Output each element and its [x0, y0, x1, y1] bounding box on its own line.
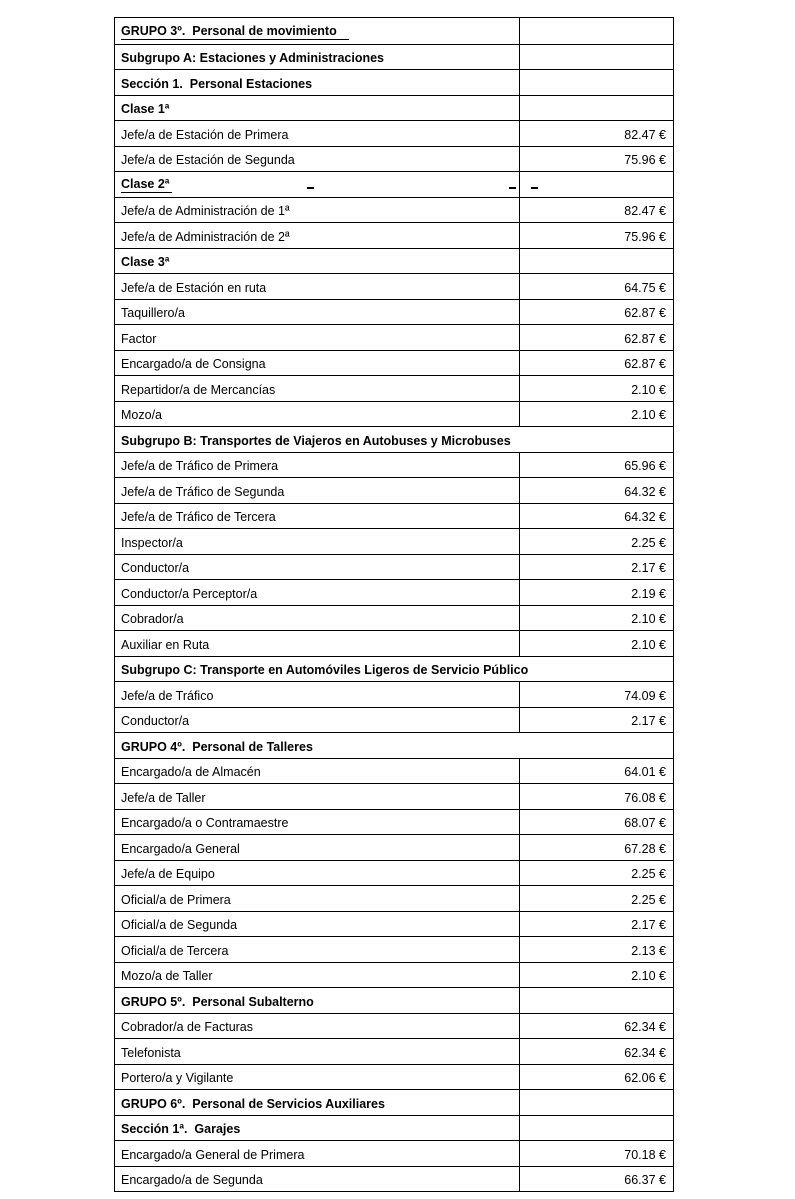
row-label-cell — [115, 1116, 520, 1141]
stray-dash — [531, 187, 538, 189]
row-label-cell — [115, 478, 520, 503]
row-value: 2.19 € — [631, 586, 666, 601]
table-row — [115, 707, 673, 733]
table-row — [115, 554, 673, 580]
table-row — [115, 401, 673, 427]
row-value: 2.17 € — [631, 714, 666, 728]
row-label-cell — [115, 759, 520, 784]
row-label: Jefe/a de Estación de Primera — [121, 127, 289, 142]
table-row — [115, 681, 673, 707]
row-value: 62.87 € — [624, 331, 666, 346]
table-row — [115, 18, 673, 44]
row-value: 2.25 € — [631, 535, 666, 550]
row-value: 70.18 € — [624, 1147, 666, 1162]
row-label-cell — [115, 96, 520, 121]
row-label-cell — [115, 555, 520, 580]
row-value: 65.96 € — [624, 459, 666, 473]
table-row — [115, 630, 673, 656]
row-label-cell — [115, 172, 520, 197]
row-label-cell — [115, 504, 520, 529]
row-value: 62.34 € — [624, 1020, 666, 1034]
row-value: 64.75 € — [624, 280, 666, 295]
row-value: 64.32 € — [624, 484, 666, 499]
row-label: Oficial/a de Tercera — [121, 943, 229, 958]
table-row — [115, 426, 673, 452]
row-value: 2.10 € — [631, 408, 666, 422]
row-label-cell — [115, 325, 520, 350]
row-label: Jefe/a de Administración de 2ª — [121, 229, 290, 244]
row-label: GRUPO 3º. Personal de movimiento — [121, 24, 349, 40]
table-row — [115, 962, 673, 988]
row-label-cell — [115, 937, 520, 962]
row-label: Inspector/a — [121, 535, 183, 550]
row-label-cell — [115, 121, 520, 146]
table-row — [115, 860, 673, 886]
row-label: Sección 1ª. Garajes — [121, 1122, 241, 1136]
row-label: GRUPO 4º. Personal de Talleres — [121, 739, 313, 754]
row-label: Jefe/a de Administración de 1ª — [121, 204, 290, 218]
row-value — [520, 45, 673, 70]
row-label: Jefe/a de Tráfico de Primera — [121, 459, 279, 473]
row-label-cell — [115, 1014, 520, 1039]
row-label: Jefe/a de Tráfico de Segunda — [121, 484, 285, 499]
table-row — [115, 1140, 673, 1166]
table-row — [115, 1038, 673, 1064]
row-value: 2.10 € — [631, 637, 666, 652]
table-row — [115, 528, 673, 554]
row-label-cell — [115, 223, 520, 248]
table-row — [115, 1013, 673, 1039]
row-value: 82.47 € — [624, 127, 666, 142]
row-label-cell — [115, 1065, 520, 1090]
row-label: Jefe/a de Estación de Segunda — [121, 153, 295, 167]
row-label: Clase 3ª — [121, 255, 170, 269]
row-label-cell — [115, 708, 520, 733]
table-row — [115, 987, 673, 1013]
row-label: Portero/a y Vigilante — [121, 1071, 234, 1085]
row-label-cell — [115, 18, 520, 44]
row-label: Subgrupo A: Estaciones y Administraciones — [121, 51, 385, 65]
table-row — [115, 885, 673, 911]
table-row — [115, 834, 673, 860]
row-label: Auxiliar en Ruta — [121, 637, 210, 652]
row-label-cell — [115, 402, 520, 427]
row-label-cell — [115, 147, 520, 172]
table-row — [115, 605, 673, 631]
table-row — [115, 69, 673, 95]
table-row — [115, 299, 673, 325]
row-value: 2.25 € — [631, 867, 666, 881]
row-label-cell — [115, 631, 520, 656]
table-row — [115, 273, 673, 299]
row-label-cell — [115, 70, 520, 95]
row-label-cell — [115, 1141, 520, 1166]
row-label-cell — [115, 1090, 520, 1115]
row-value: 82.47 € — [624, 204, 666, 218]
table-row — [115, 248, 673, 274]
row-label: Encargado/a o Contramaestre — [121, 816, 289, 830]
row-label: Subgrupo C: Transporte en Automóviles Ligeros de Servicio Público — [121, 663, 529, 677]
row-label-cell — [115, 835, 520, 860]
table-row — [115, 350, 673, 376]
table-row — [115, 503, 673, 529]
row-value: 76.08 € — [624, 790, 666, 805]
table-row — [115, 936, 673, 962]
row-label-cell — [115, 529, 520, 554]
row-label: Repartidor/a de Mercancías — [121, 382, 276, 397]
row-label: Oficial/a de Segunda — [121, 918, 238, 932]
row-label-cell — [115, 274, 520, 299]
table-row — [115, 1115, 673, 1141]
row-value: 75.96 € — [624, 229, 666, 244]
row-label-cell — [115, 427, 673, 452]
row-value: 2.17 € — [631, 918, 666, 932]
row-value: 2.17 € — [631, 561, 666, 575]
row-label-cell — [115, 988, 520, 1013]
row-value: 74.09 € — [624, 688, 666, 703]
row-value: 64.32 € — [624, 510, 666, 524]
row-label-cell — [115, 45, 520, 70]
row-value — [520, 96, 673, 121]
row-label-cell — [115, 682, 520, 707]
row-value: 62.87 € — [624, 357, 666, 371]
row-label: Jefe/a de Tráfico de Tercera — [121, 510, 276, 524]
row-value: 67.28 € — [624, 841, 666, 856]
table-row — [115, 452, 673, 478]
row-label-cell — [115, 376, 520, 401]
row-label: Cobrador/a de Facturas — [121, 1020, 254, 1034]
row-label: Jefe/a de Equipo — [121, 867, 215, 881]
row-value: 75.96 € — [624, 153, 666, 167]
row-value: 62.34 € — [624, 1045, 666, 1060]
row-label: Encargado/a General — [121, 841, 240, 856]
row-value — [520, 172, 673, 197]
row-label-cell — [115, 198, 520, 223]
table-row — [115, 911, 673, 937]
row-label: Telefonista — [121, 1045, 181, 1060]
table-row — [115, 171, 673, 197]
row-label: Jefe/a de Estación en ruta — [121, 280, 267, 295]
table-row — [115, 375, 673, 401]
table-row — [115, 324, 673, 350]
table-row — [115, 1166, 673, 1192]
row-value — [520, 249, 673, 274]
table-row — [115, 1064, 673, 1090]
row-label-cell — [115, 733, 673, 758]
table-row — [115, 732, 673, 758]
table-row — [115, 222, 673, 248]
row-label: Encargado/a de Consigna — [121, 357, 266, 371]
row-label: Oficial/a de Primera — [121, 892, 231, 907]
stray-dash — [307, 187, 314, 189]
row-label-cell — [115, 912, 520, 937]
row-label: Encargado/a de Almacén — [121, 765, 261, 779]
row-value: 2.25 € — [631, 892, 666, 907]
row-label: Encargado/a General de Primera — [121, 1147, 305, 1162]
row-label-cell — [115, 657, 673, 682]
row-label-cell — [115, 1167, 520, 1192]
row-label-cell — [115, 784, 520, 809]
row-label-cell — [115, 886, 520, 911]
row-label-cell — [115, 810, 520, 835]
row-label-cell — [115, 249, 520, 274]
row-label-cell — [115, 1039, 520, 1064]
row-value: 62.87 € — [624, 306, 666, 320]
table-row — [115, 579, 673, 605]
row-label: Encargado/a de Segunda — [121, 1173, 263, 1187]
table-row — [115, 758, 673, 784]
row-value — [520, 70, 673, 95]
row-value: 66.37 € — [624, 1173, 666, 1187]
row-value — [520, 988, 673, 1013]
table-row — [115, 146, 673, 172]
row-value — [520, 18, 673, 44]
row-label: Cobrador/a — [121, 612, 184, 626]
row-label: Clase 2ª — [121, 177, 172, 193]
row-value: 2.10 € — [631, 969, 666, 983]
row-label: Conductor/a — [121, 561, 190, 575]
row-value: 68.07 € — [624, 816, 666, 830]
table-row — [115, 477, 673, 503]
row-value: 2.10 € — [631, 382, 666, 397]
row-label: Subgrupo B: Transportes de Viajeros en Autobuses y Microbuses — [121, 433, 511, 448]
row-label-cell — [115, 963, 520, 988]
stray-dash — [509, 187, 516, 189]
row-label-cell — [115, 453, 520, 478]
table-row — [115, 44, 673, 70]
row-label: Conductor/a — [121, 714, 190, 728]
row-label: GRUPO 6º. Personal de Servicios Auxiliares — [121, 1096, 385, 1111]
row-label: Jefe/a de Taller — [121, 790, 206, 805]
row-label-cell — [115, 300, 520, 325]
table-row — [115, 120, 673, 146]
row-label: Factor — [121, 331, 157, 346]
table-row — [115, 809, 673, 835]
table-row — [115, 197, 673, 223]
row-label: Sección 1. Personal Estaciones — [121, 76, 313, 91]
table-row — [115, 95, 673, 121]
row-label: Clase 1ª — [121, 102, 170, 116]
row-label-cell — [115, 351, 520, 376]
row-label: Jefe/a de Tráfico — [121, 688, 214, 703]
row-value — [520, 1116, 673, 1141]
row-label-cell — [115, 580, 520, 605]
row-label: Mozo/a de Taller — [121, 969, 213, 983]
table-row — [115, 656, 673, 682]
row-value — [520, 1090, 673, 1115]
table-row — [115, 1089, 673, 1115]
row-value: 62.06 € — [624, 1071, 666, 1085]
row-value: 2.10 € — [631, 612, 666, 626]
row-value: 2.13 € — [631, 943, 666, 958]
row-label: GRUPO 5º. Personal Subalterno — [121, 994, 314, 1009]
row-value: 64.01 € — [624, 765, 666, 779]
row-label-cell — [115, 606, 520, 631]
table-row — [115, 783, 673, 809]
row-label: Conductor/a Perceptor/a — [121, 586, 258, 601]
row-label: Taquillero/a — [121, 306, 185, 320]
row-label: Mozo/a — [121, 408, 162, 422]
row-label-cell — [115, 861, 520, 886]
salary-table — [114, 17, 674, 1192]
